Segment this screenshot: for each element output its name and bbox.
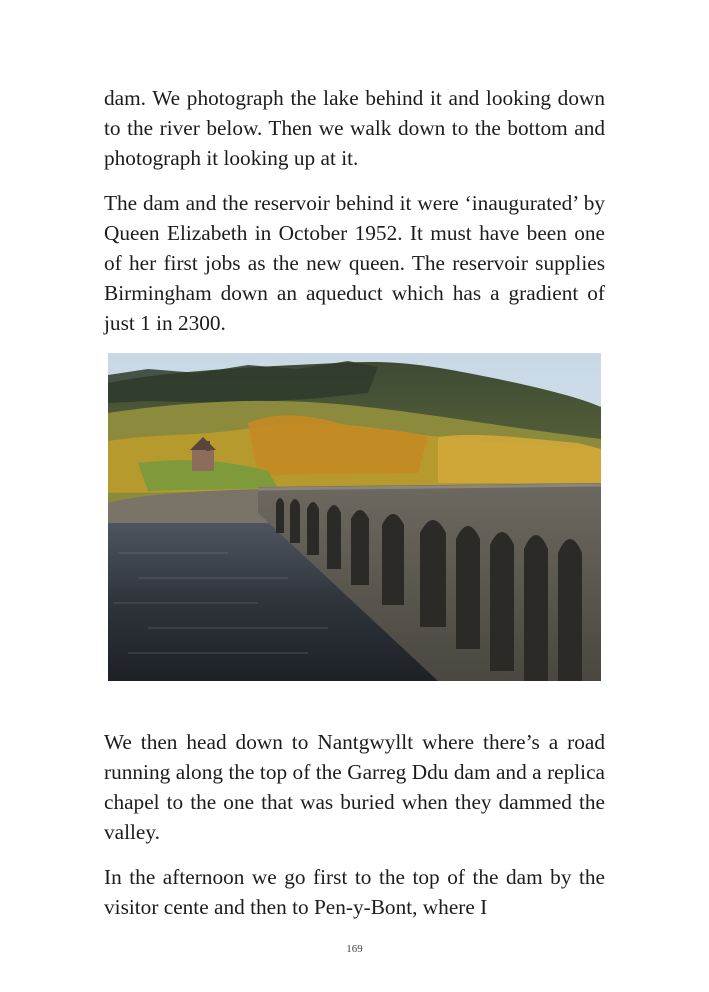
body-paragraph-4: In the afternoon we go first to the top of the dam by the visitor cente and then to Pen-y-Bont, where I	[104, 865, 605, 919]
body-paragraph-3: We then head down to Nantgwyllt where there’s a road running along the top of the Garreg Ddu dam and a replica chapel to the one that was buried when they dammed the valley.	[104, 730, 605, 844]
body-paragraph-1: dam. We photograph the lake behind it and looking down to the river below. Then we walk down to the bottom and photograph it looking up at it.	[104, 86, 605, 170]
body-paragraph-2: The dam and the reservoir behind it were ‘inaugurated’ by Queen Elizabeth in October 1952. It must have been one of her first jobs as the new queen. The reservoir supplies Birmingham down an aqueduct which has a gradient of just 1 in 2300.	[104, 191, 605, 335]
dam-photograph	[108, 353, 601, 681]
page-number: 169	[346, 943, 363, 955]
